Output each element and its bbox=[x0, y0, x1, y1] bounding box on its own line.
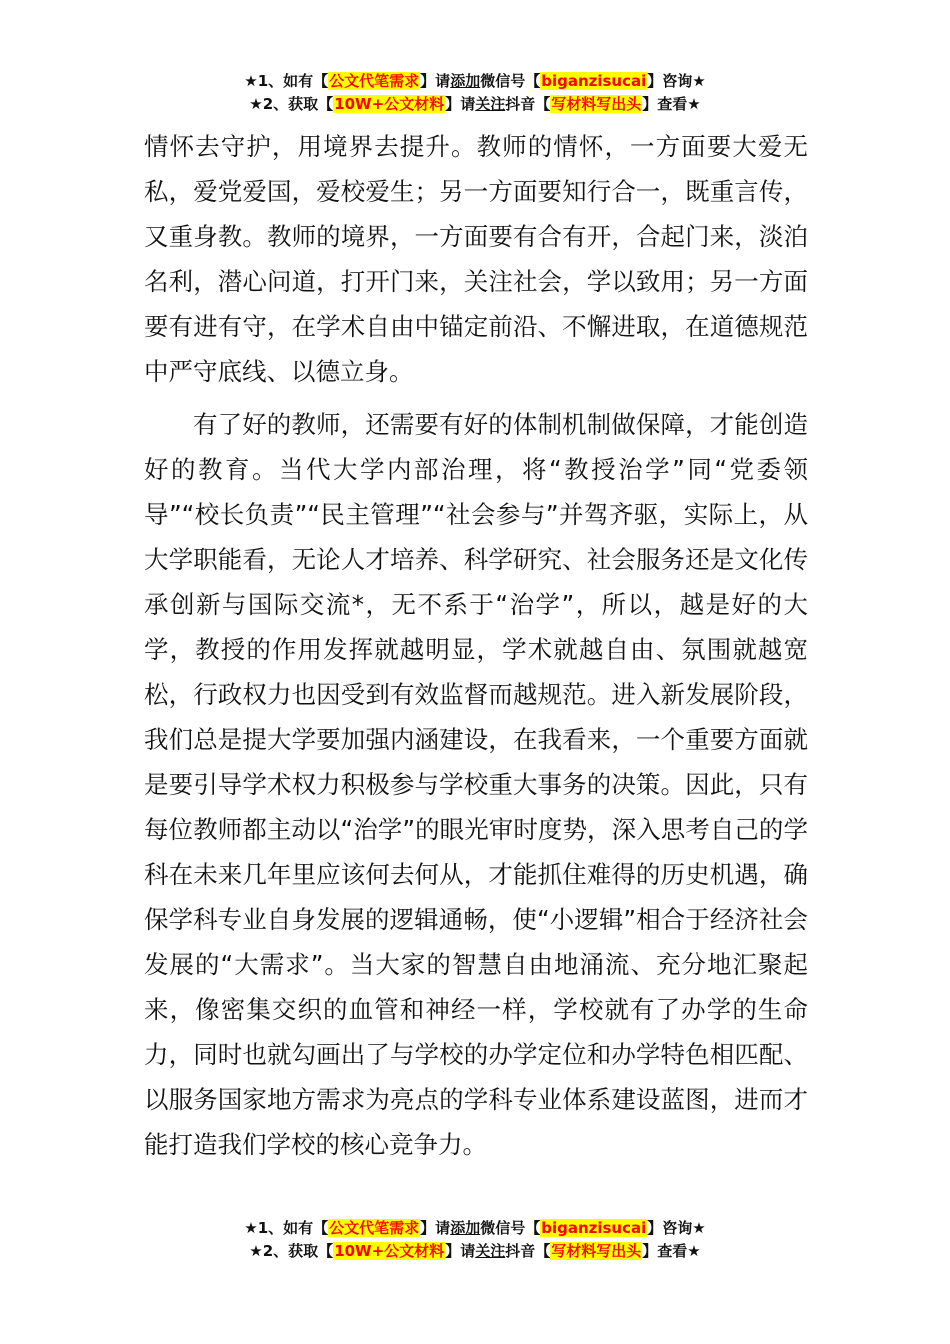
banner-text: 抖音【 bbox=[505, 1242, 551, 1260]
banner-text: 】咨询★ bbox=[647, 1219, 706, 1237]
highlight-materials: 10W+公文材料 bbox=[334, 1242, 445, 1260]
banner-text: 抖音【 bbox=[505, 95, 551, 113]
body-paragraph-2: 有了好的教师，还需要有好的体制机制做保障，才能创造好的教育。当代大学内部治理，将“教授治学”同“党委领导”“校长负责”“民主管理”“社会参与”并驾齐驱，实际上，从大学职能看，无论人才培养、科学研究、社会服务还是文化传承创新与国际交流*，无不系于“治学”，所以，越是好的大学，教授的作用发挥就越明显，学术就越自由、氛围就越宽松，行政权力也因受到有效监督而越规范。进入新发展阶段，我们总是提大学要加强内涵建设，在我看来，一个重要方面就是要引导学术权力积极参与学校重大事务的决策。因此，只有每位教师都主动以“治学”的眼光审时度势，深入思考自己的学科在未来几年里应该何去何从，才能抓住难得的历史机遇，确保学科专业自身发展的逻辑通畅，使“小逻辑”相合于经济社会发展的“大需求”。当大家的智慧自由地涌流、充分地汇聚起来，像密集交织的血管和神经一样，学校就有了办学的生命力，同时也就勾画出了与学校的办学定位和办学特色相匹配、以服务国家地方需求为亮点的学科专业体系建设蓝图，进而才能打造我们学校的核心竞争力。 bbox=[144, 410, 808, 1159]
banner-text: 微信号【 bbox=[480, 72, 541, 90]
banner-line-1 bbox=[0, 70, 950, 93]
banner-text: 】咨询★ bbox=[647, 72, 706, 90]
banner-text: ★2、获取【 bbox=[249, 95, 334, 113]
highlight-service: 公文代笔需求 bbox=[329, 1219, 420, 1237]
document-body bbox=[144, 124, 808, 1167]
underlined-text: 添加 bbox=[450, 1219, 481, 1237]
banner-line-2 bbox=[0, 93, 950, 116]
highlight-materials: 10W+公文材料 bbox=[334, 95, 445, 113]
footer-banner bbox=[0, 1217, 950, 1263]
banner-text: 微信号【 bbox=[480, 1219, 541, 1237]
banner-text: 】查看★ bbox=[642, 95, 701, 113]
banner-text: 】请 bbox=[445, 95, 476, 113]
header-banner bbox=[0, 70, 950, 116]
highlight-wechat-id: biganzisucai bbox=[541, 72, 647, 90]
banner-text: ★1、如有【 bbox=[244, 72, 329, 90]
banner-text: 】查看★ bbox=[642, 1242, 701, 1260]
banner-line-1 bbox=[0, 1217, 950, 1240]
underlined-text: 添加 bbox=[450, 72, 481, 90]
banner-line-2 bbox=[0, 1240, 950, 1263]
highlight-douyin-account: 写材料写出头 bbox=[551, 95, 642, 113]
underlined-text: 关注 bbox=[475, 1242, 506, 1260]
banner-text: ★1、如有【 bbox=[244, 1219, 329, 1237]
underlined-text: 关注 bbox=[475, 95, 506, 113]
highlight-wechat-id: biganzisucai bbox=[541, 1219, 647, 1237]
highlight-douyin-account: 写材料写出头 bbox=[551, 1242, 642, 1260]
banner-text: 】请 bbox=[445, 1242, 476, 1260]
body-paragraph-1: 情怀去守护，用境界去提升。教师的情怀，一方面要大爱无私，爱党爱国，爱校爱生；另一方面要知行合一，既重言传，又重身教。教师的境界，一方面要有合有开，合起门来，淡泊名利，潜心问道，打开门来，关注社会，学以致用；另一方面要有进有守，在学术自由中锚定前沿、不懈进取，在道德规范中严守底线、以德立身。 bbox=[144, 132, 808, 386]
highlight-service: 公文代笔需求 bbox=[329, 72, 420, 90]
banner-text: ★2、获取【 bbox=[249, 1242, 334, 1260]
banner-text: 】请 bbox=[420, 72, 451, 90]
banner-text: 】请 bbox=[420, 1219, 451, 1237]
